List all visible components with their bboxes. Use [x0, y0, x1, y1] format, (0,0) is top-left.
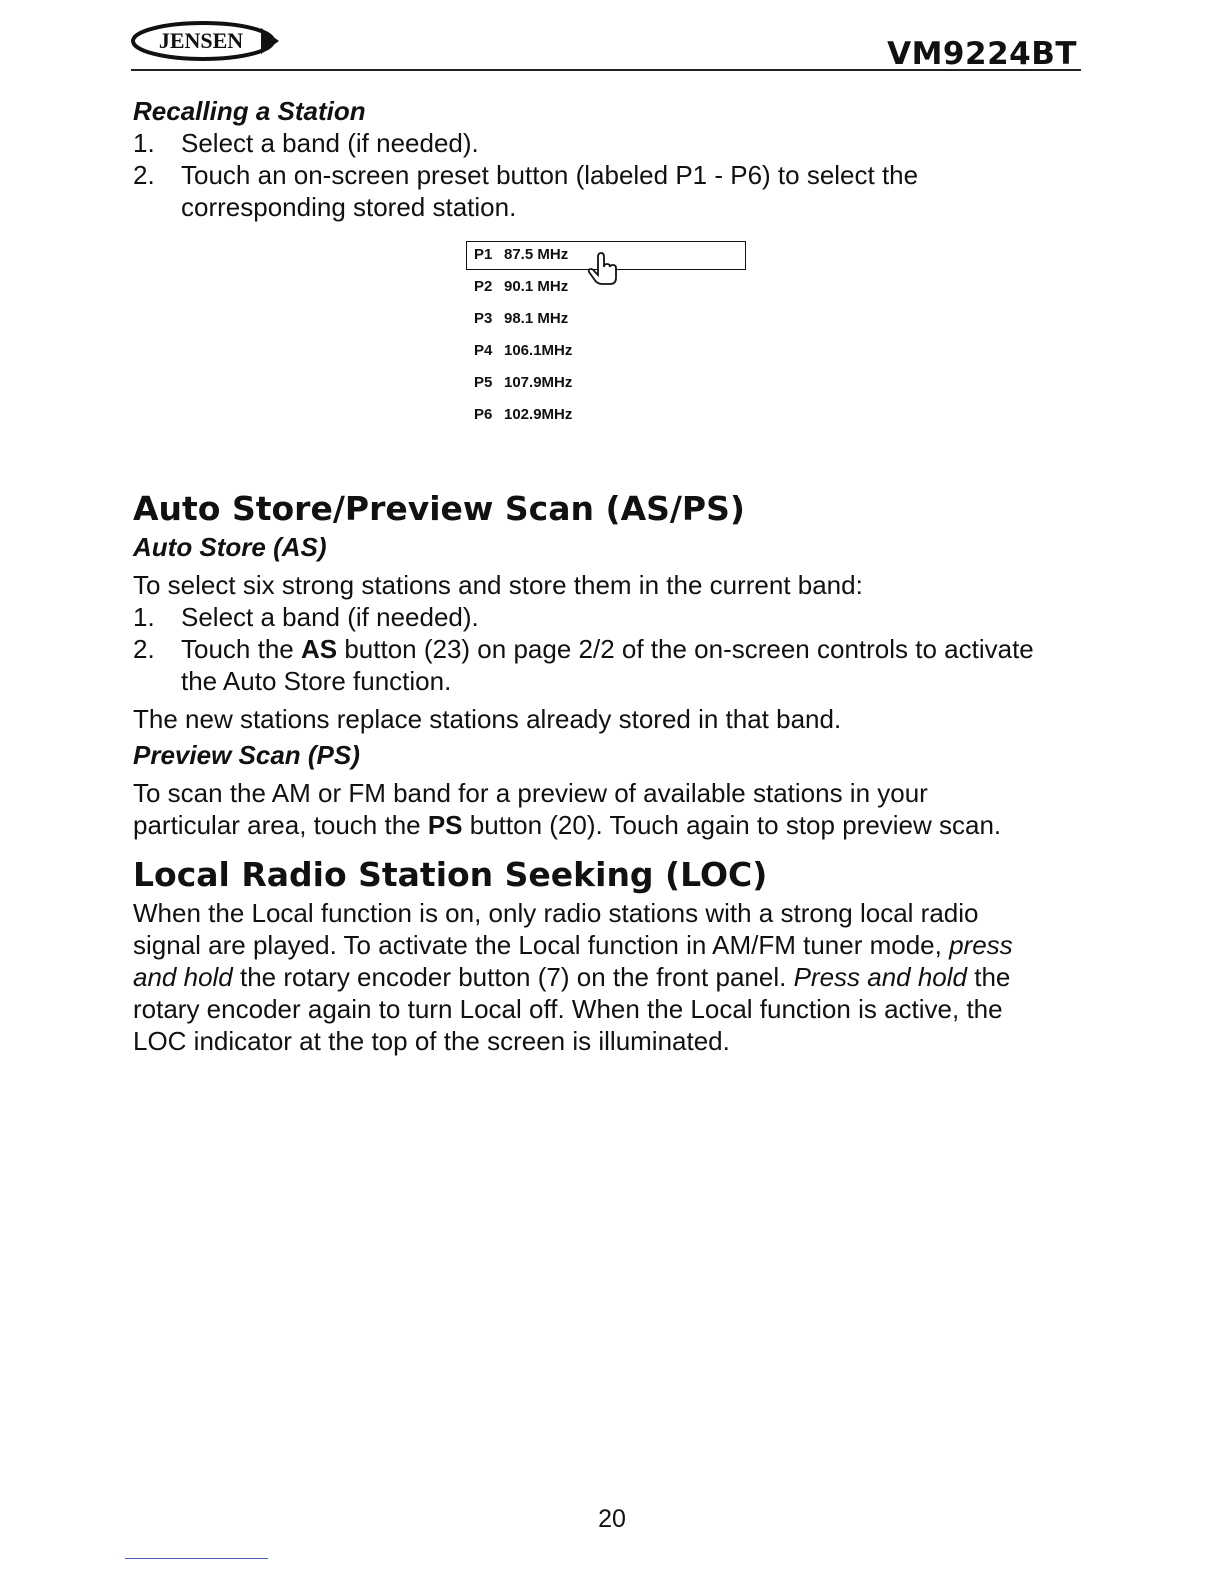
- auto-store-intro: To select six strong stations and store them in the current band:: [133, 570, 863, 600]
- list-item: [133, 127, 1078, 159]
- step-number: 2.: [133, 160, 155, 190]
- auto-store-heading: Auto Store/Preview Scan (AS/PS): [133, 489, 745, 528]
- loc-heading: Local Radio Station Seeking (LOC): [133, 855, 768, 894]
- list-item: [133, 633, 1078, 697]
- recalling-steps: [133, 127, 1078, 223]
- preset-frequency: 90.1 MHz: [504, 278, 569, 295]
- step-text: Touch the: [181, 634, 301, 664]
- loc-emphasis: Press and hold: [793, 962, 968, 992]
- preset-p1[interactable]: [474, 246, 568, 263]
- loc-emphasis: press: [949, 930, 1013, 960]
- preview-scan-line: button (20). Touch again to stop preview scan.: [462, 810, 1002, 840]
- preset-label: P3: [474, 310, 493, 327]
- preset-label: P6: [474, 406, 493, 423]
- preset-frequency: 87.5 MHz: [504, 246, 569, 263]
- loc-line: signal are played. To activate the Local function in AM/FM tuner mode,: [133, 930, 950, 960]
- auto-store-subheading: Auto Store (AS): [133, 532, 327, 562]
- main-content: [133, 95, 1078, 1057]
- logo-text: JENSEN: [158, 28, 244, 53]
- loc-text: [133, 897, 1078, 1057]
- ps-button-label: PS: [427, 810, 463, 840]
- loc-line: the rotary encoder button (7) on the front panel.: [232, 962, 794, 992]
- pointing-hand-icon: [586, 251, 622, 287]
- preview-scan-line: To scan the AM or FM band for a preview of available stations in your: [133, 778, 928, 808]
- page-header: [131, 14, 1081, 71]
- preset-frequency: 106.1MHz: [504, 342, 573, 359]
- loc-line: rotary encoder again to turn Local off. When the Local function is active, the: [133, 994, 1003, 1024]
- preset-label: P4: [474, 342, 493, 359]
- list-item: [133, 159, 1078, 223]
- list-item: [133, 601, 1078, 633]
- loc-line: LOC indicator at the top of the screen is illuminated.: [133, 1026, 730, 1056]
- preset-p6[interactable]: [474, 406, 572, 423]
- step-text: Select a band (if needed).: [181, 128, 479, 158]
- as-button-label: AS: [300, 634, 338, 664]
- preset-p5[interactable]: [474, 374, 572, 391]
- loc-emphasis: and hold: [133, 962, 233, 992]
- preview-scan-line: particular area, touch the: [133, 810, 428, 840]
- preset-list-figure: [466, 241, 748, 449]
- preset-frequency: 107.9MHz: [504, 374, 573, 391]
- loc-line: When the Local function is on, only radio stations with a strong local radio: [133, 898, 979, 928]
- auto-store-note: The new stations replace stations already stored in that band.: [133, 704, 842, 734]
- step-number: 1.: [133, 128, 155, 158]
- step-text-continued: corresponding stored station.: [181, 192, 517, 222]
- step-text: Select a band (if needed).: [181, 602, 479, 632]
- loc-line: the: [967, 962, 1011, 992]
- preset-frequency: 98.1 MHz: [504, 310, 569, 327]
- step-number: 2.: [133, 634, 155, 664]
- jensen-logo: [131, 20, 281, 62]
- preset-p4[interactable]: [474, 342, 572, 359]
- step-text: button (23) on page 2/2 of the on-screen controls to activate: [337, 634, 1034, 664]
- preview-scan-text: [133, 777, 1078, 841]
- preset-p2[interactable]: [474, 278, 568, 295]
- auto-store-steps: [133, 601, 1078, 697]
- preset-label: P5: [474, 374, 493, 391]
- preset-frequency: 102.9MHz: [504, 406, 573, 423]
- step-number: 1.: [133, 602, 155, 632]
- page-number: 20: [598, 1505, 626, 1533]
- preset-label: P2: [474, 278, 493, 295]
- preview-scan-subheading: Preview Scan (PS): [133, 740, 360, 770]
- preset-p3[interactable]: [474, 310, 568, 327]
- model-number: VM9224BT: [887, 36, 1077, 72]
- step-text: Touch an on-screen preset button (labeled P1 - P6) to select the: [181, 160, 919, 190]
- step-text-continued: the Auto Store function.: [181, 666, 452, 696]
- preset-label: P1: [474, 246, 493, 263]
- footer-divider: [125, 1558, 268, 1559]
- recalling-station-heading: Recalling a Station: [133, 96, 366, 126]
